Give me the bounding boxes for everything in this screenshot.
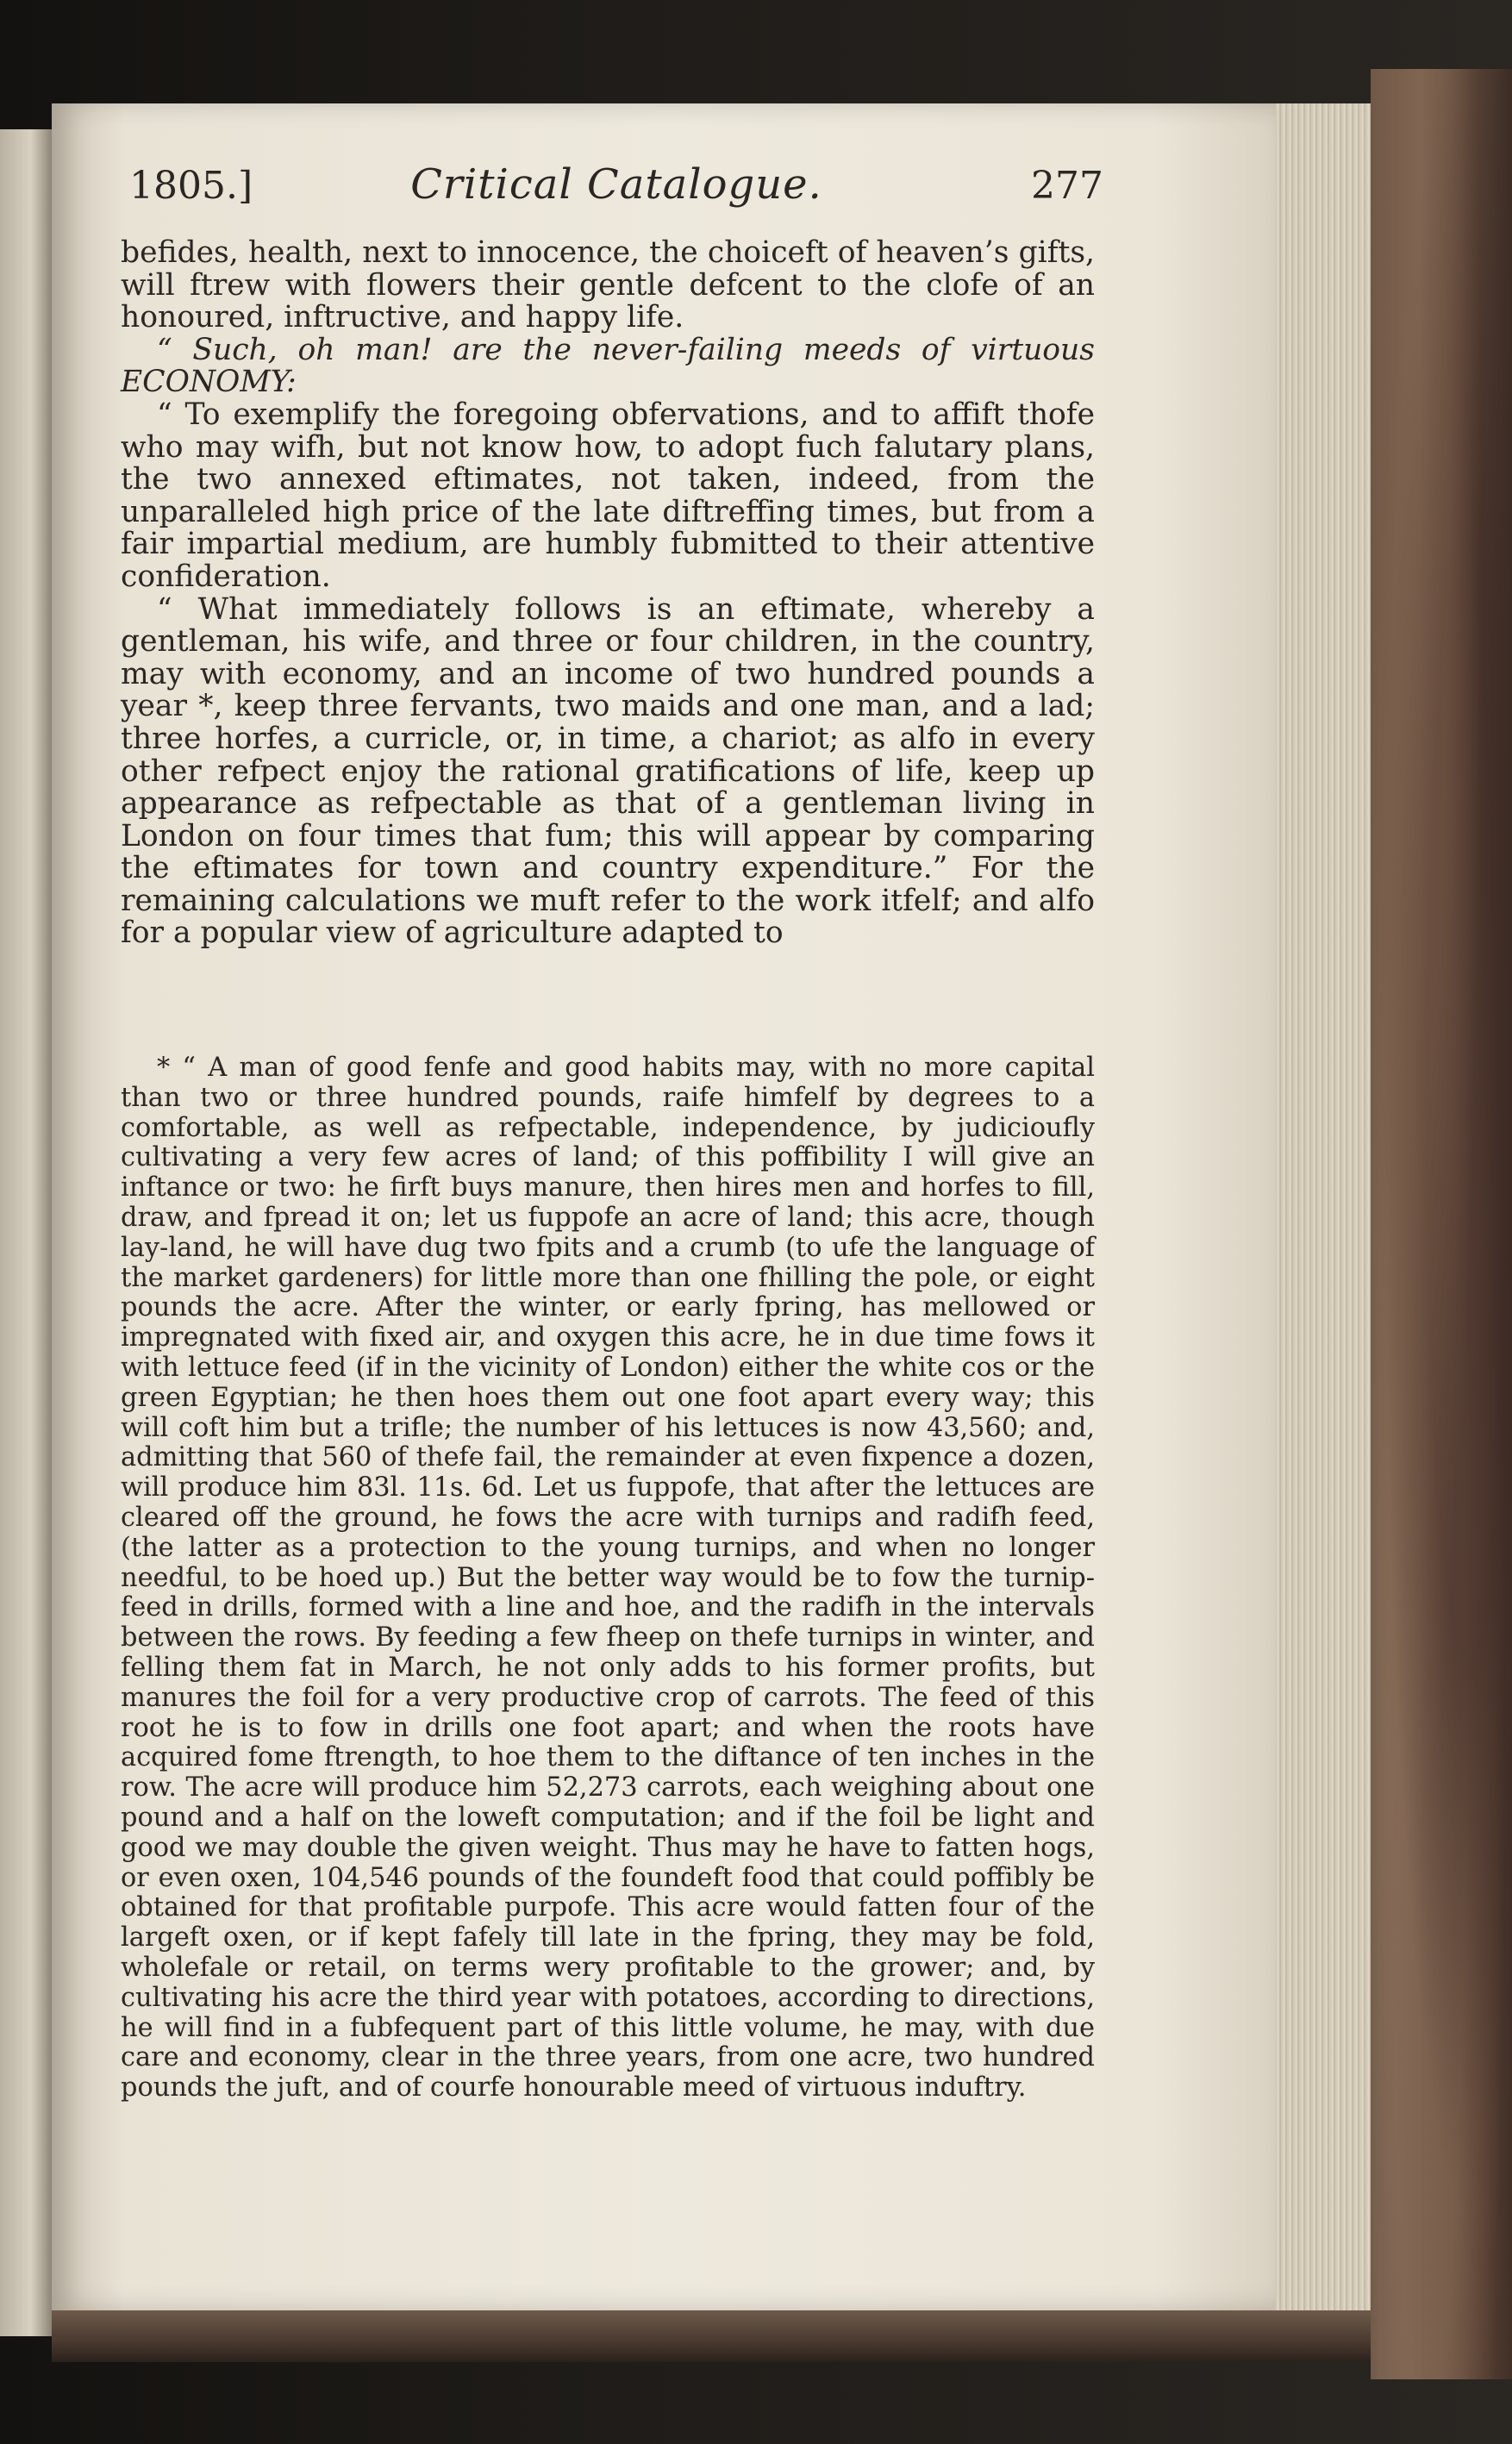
paragraph: “ What immediately follows is an eftimate, whereby a gentleman, his wife, and three or four children, in the country, may with economy, and an income of two hundred pounds a year *, keep three fervants, two maids and one man, and a lad; three horfes, a curricle, or, in time, a chariot; as alfo in every other refpect enjoy the rational gratifications of life, keep up appearance as refpectable as that of a gentleman living in London on four times that fum; this will appear by comparing the eftimates for town and country expenditure.” For the remaining calculations we muft refer to the work itfelf; and alfo for a popular view of agriculture adapted to — [121, 591, 1095, 951]
running-header — [129, 160, 1103, 216]
italic-quote: “ Such, oh man! are the never-failing meeds of virtuous ECONOMY: — [121, 332, 1095, 400]
page-edges — [1276, 103, 1371, 2310]
book-bottom-edge — [52, 2310, 1371, 2362]
paragraph: “ To exemplify the foregoing obfervations, and to affift thofe who may wifh, but not know how, to adopt fuch falutary plans, the two annexed eftimates, not taken, indeed, from the unparalleled high price of the late diftreffing times, but from a fair impartial medium, are humbly fubmitted to their attentive confideration. — [121, 397, 1095, 594]
main-text — [121, 237, 1095, 950]
header-year: 1805.] — [129, 164, 253, 208]
facing-page-edge — [0, 129, 52, 2336]
marbled-cover — [1371, 69, 1512, 2379]
footnote: * “ A man of good fenfe and good habits may, with no more capital than two or three hundred pounds, raife himfelf by degrees to a comfortable, as well as refpectable, independence, by judicioufly cultivating a very few acres of land; of this poffibility I will give an inftance or two: he firft buys manure, then hires men and horfes to fill, draw, and fpread it on; let us fuppofe an acre of land; this acre, though lay-land, he will have dug two fpits and a crumb (to ufe the language of the market gardeners) for little more than one fhilling the pole, or eight pounds the acre. After the winter, or early fpring, has mellowed or impregnated with fixed air, and oxygen this acre, he in due time fows it with lettuce feed (if in the vicinity of London) either the white cos or the green Egyptian; he then hoes them out one foot apart every way; this will coft him but a trifle; the number of his lettuces is now 43,560; and, admitting that 560 of thefe fail, the remainder at even fixpence a dozen, will produce him 83l. 11s. 6d. Let us fuppofe, that after the lettuces are cleared off the ground, he fows the acre with turnips and radifh feed, (the latter as a protection to the young turnips, and when no longer needful, to be hoed up.) But the better way would be to fow the turnip-feed in drills, formed with a line and hoe, and the radifh in the intervals between the rows. By feeding a few fheep on thefe turnips in winter, and felling them fat in March, he not only adds to his former profits, but manures the foil for a very productive crop of carrots. The feed of this root he is to fow in drills one foot apart; and when the roots have acquired fome ftrength, to hoe them to the diftance of ten inches in the row. The acre will produce him 52,273 carrots, each weighing about one pound and a half on the loweft computation; and if the foil be light and good we may double the given weight. Thus may he have to fatten hogs, or even oxen, 104,546 pounds of the foundeft food that could poffibly be obtained for that profitable purpofe. This acre would fatten four of the largeft oxen, or if kept fafely till late in the fpring, they may be fold, wholefale or retail, on terms wery profitable to the grower; and, by cultivating his acre the third year with potatoes, according to directions, he will find in a fubfequent part of this little volume, he may, with due care and economy, clear in the three years, from one acre, two hundred pounds the juft, and of courfe honourable meed of virtuous induftry. — [121, 1053, 1095, 2103]
page-number: 277 — [1031, 164, 1103, 208]
paragraph: befides, health, next to innocence, the choiceft of heaven’s gifts, will ftrew with flowers their gentle defcent to the clofe of an honoured, inftructive, and happy life. — [121, 235, 1095, 335]
header-title: Critical Catalogue. — [410, 160, 822, 209]
